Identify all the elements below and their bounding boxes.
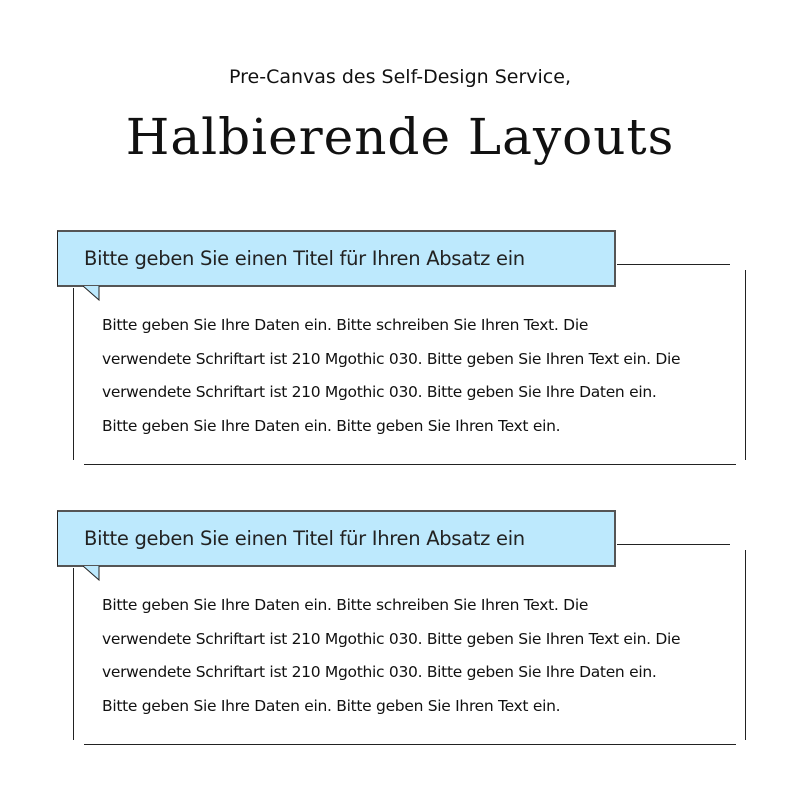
section-heading-box [57,510,616,567]
section-body [102,309,732,444]
body-line: Bitte geben Sie Ihre Daten ein. Bitte schreiben Sie Ihren Text. Die [102,316,589,334]
body-line: Bitte geben Sie Ihre Daten ein. Bitte geben Sie Ihren Text ein. [102,697,561,716]
divider [73,568,74,740]
body-line: verwendete Schriftart ist 210 Mgothic 030. Bitte geben Sie Ihre Daten ein. [102,663,657,682]
section-2 [0,510,800,760]
divider [617,544,730,545]
speech-tail-icon [83,286,103,302]
body-line: Bitte geben Sie Ihre Daten ein. Bitte geben Sie Ihren Text ein. [102,417,561,436]
body-line: verwendete Schriftart ist 210 Mgothic 030. Bitte geben Sie Ihren Text ein. Die [102,629,681,648]
body-line: verwendete Schriftart ist 210 Mgothic 030. Bitte geben Sie Ihre Daten ein. [102,383,657,402]
section-body [102,589,732,724]
section-heading: Bitte geben Sie einen Titel für Ihren Absatz ein [84,247,525,270]
section-heading: Bitte geben Sie einen Titel für Ihren Absatz ein [84,527,525,550]
divider [84,744,736,745]
divider [745,270,746,460]
divider [73,288,74,460]
body-line: Bitte geben Sie Ihre Daten ein. Bitte schreiben Sie Ihren Text. Die [102,596,589,614]
page-title: Halbierende Layouts [125,108,675,166]
body-line: verwendete Schriftart ist 210 Mgothic 030. Bitte geben Sie Ihren Text ein. Die [102,349,681,368]
speech-tail-icon [83,566,103,582]
divider [617,264,730,265]
divider [745,550,746,740]
subtitle: Pre-Canvas des Self-Design Service, [229,66,571,88]
section-1 [0,230,800,480]
divider [84,464,736,465]
section-heading-box [57,230,616,287]
